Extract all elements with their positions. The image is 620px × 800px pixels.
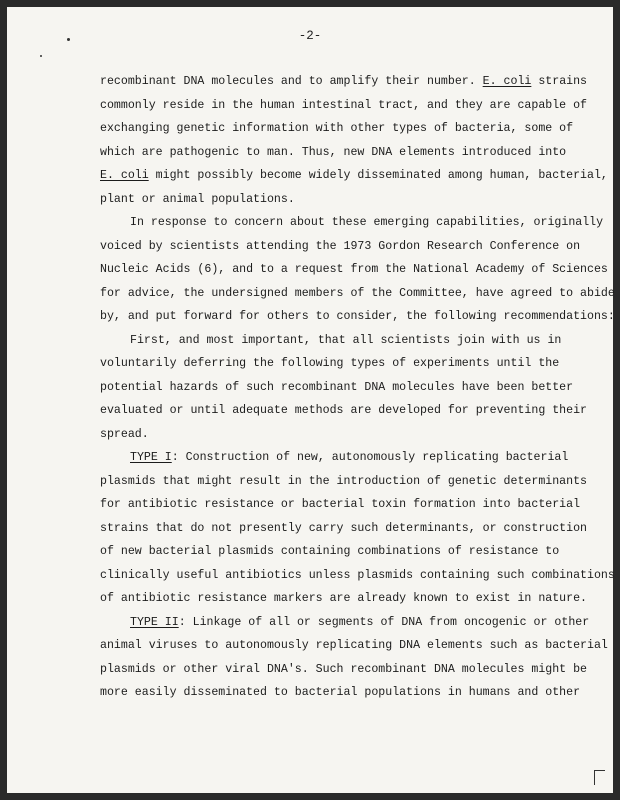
text-line [100,70,588,94]
text-line [100,188,560,212]
text-line [100,235,581,259]
text-span: for antibiotic resistance or bacterial toxin formation into bacterial [100,498,581,511]
text-span: for advice, the undersigned members of the Committee, have agreed to abide [100,286,615,300]
text-line [100,94,588,118]
text-line [100,258,608,282]
text-line [100,446,569,470]
text-line [100,305,615,329]
text-line [100,611,590,635]
text-span: clinically useful antibiotics unless plasmids containing such combinations [100,568,615,582]
scan-speck [67,38,70,41]
text-line [100,517,588,541]
document-page [7,7,613,793]
text-line [100,587,588,611]
text-line [100,117,574,141]
text-span: plant or animal populations. [100,192,295,206]
text-line [100,352,560,376]
text-line [100,282,615,306]
text-line [100,211,604,235]
text-line [100,470,588,494]
page-number: -2- [298,29,322,43]
text-line [100,164,608,188]
text-span: plasmids or other viral DNA's. Such recombinant DNA molecules might be [100,662,588,676]
text-span: of new bacterial plasmids containing combinations of resistance to [100,545,560,558]
underlined-text: E. coli [100,169,149,182]
text-span: : Construction of new, autonomously replicating bacterial [171,451,569,464]
underlined-text: TYPE II [130,615,179,629]
text-line [100,423,560,447]
text-span: voiced by scientists attending the 1973 Gordon Research Conference on [100,239,581,253]
text-span: potential hazards of such recombinant DNA molecules have been better [100,380,574,394]
underlined-text: TYPE I [130,451,172,464]
text-line [100,493,581,517]
text-span: strains [531,75,588,88]
text-line [100,329,560,353]
text-span: voluntarily deferring the following types of experiments until the [100,357,560,370]
text-span: of antibiotic resistance markers are already known to exist in nature. [100,592,588,605]
text-span: commonly reside in the human intestinal tract, and they are capable of [100,98,588,112]
text-span: spread. [100,427,149,441]
text-span: which are pathogenic to man. Thus, new DNA elements introduced into [100,145,567,159]
text-line [100,634,608,658]
text-line [100,681,581,705]
text-line [100,658,588,682]
text-span: : Linkage of all or segments of DNA from oncogenic or other [178,615,590,629]
text-span: animal viruses to autonomously replicating DNA elements such as bacterial [100,639,608,652]
text-span: might possibly become widely disseminated among human, bacterial, [148,169,608,182]
text-span: more easily disseminated to bacterial populations in humans and other [100,686,581,699]
text-span: plasmids that might result in the introduction of genetic determinants [100,474,588,488]
text-span: recombinant DNA molecules and to amplify their number. [100,75,483,88]
text-line [100,399,588,423]
text-span: evaluated or until adequate methods are developed for preventing their [100,404,588,417]
text-span: strains that do not presently carry such determinants, or construction [100,521,588,535]
text-line [100,564,615,588]
text-line [100,540,560,564]
underlined-text: E. coli [482,75,532,88]
text-line [100,141,567,165]
text-span: exchanging genetic information with other types of bacteria, some of [100,122,574,135]
text-line [100,376,574,400]
corner-mark [594,770,605,785]
text-span: by, and put forward for others to consider, the following recommendations: [100,310,615,323]
text-span: In response to concern about these emerging capabilities, originally [130,216,604,229]
scan-speck [40,55,42,57]
text-span: Nucleic Acids (6), and to a request from the National Academy of Sciences [100,263,608,276]
body-text [100,70,615,705]
text-span: First, and most important, that all scientists join with us in [130,333,562,347]
